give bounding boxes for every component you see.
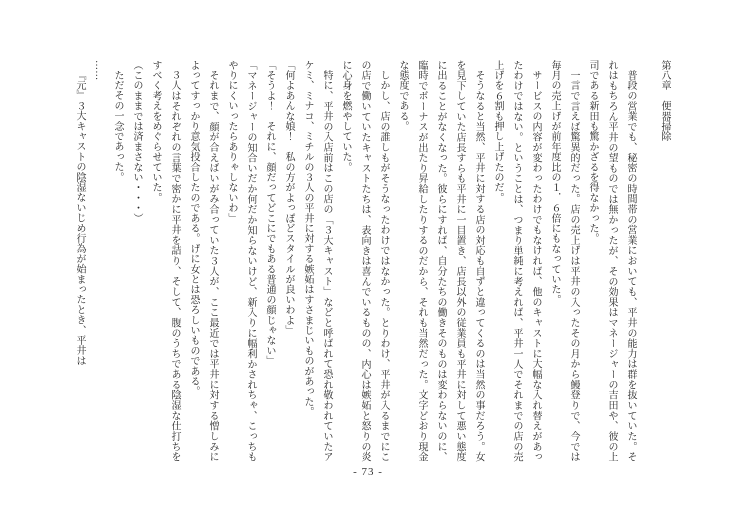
paragraph-ellipsis: …… [93,60,104,81]
paragraph: 特に、平井の入店前はこの店の「３大キャスト」などと呼ばれて恐れ敬われていたアケミ、ミナコ、ミチルの３人の平井に対する嫉妬はすさまじいものがあった。 [302,60,332,462]
paragraph-inner-thought: （このままでは済まさない・・・） [131,60,142,224]
paragraph-dialogue: 「そうよ！ それに、顔だってどこにでもある普通の顔じゃない」 [264,60,275,366]
page-number: - 73 - [353,466,383,478]
paragraph: そうなると当然、平井に対する店の対応も自ずと違ってくるのは当然の事だろう。女を見下していた店長すらも平井に一目置き、店長以外の従業員も平井に対して悪い態度に出ることがなくなった。彼らにすれば、自分たちの働きそのものは変わらないのに、臨時でボーナスが出たり昇給したりするのだから、それも当然だった。文字どおり現金な態度である。 [397,60,484,462]
paragraph-dialogue: 「何よあんな娘！ 私の方がよっぽどスタイルが良いわよ」 [283,60,294,336]
chapter-heading: 第八章 便器掃除 [659,60,670,142]
paragraph: 『元』３大キャストの陰湿ないじめ行為が始まったとき、平井は [74,70,85,366]
paragraph: サービスの内容が変わったわけでもなければ、他のキャストに大幅な入れ替えがあったわけではない。ということは、つまり単純に考えれば、平井一人でそれまでの店の売上げを６割も押し上げたのだ。 [492,60,541,462]
paragraph-dialogue: 「マネージャーの知合いだか何だか知らないけど、新入りに幅利かされちゃ、こっちもやりにくいったらありゃしないわ」 [226,60,256,462]
paragraph: それまで、顔が合えばいがみ合っていた３人が、ここ最近では平井に対する憎しみによってすっかり意気投合したのである。げに女とは恐ろしいものである。 [188,60,218,462]
vertical-text-block [70,60,674,462]
paragraph: 普段の営業でも、秘密の時間帯の営業においても、平井の能力は群を抜いていた。それはもちろん平井の望ものでは無かったが、その効果はマネージャーの吉田や、彼の上司である新田も驚かざるを得なかった。 [587,60,636,462]
paragraph: ３人はそれぞれの言葉で密かに平井を詰り、そして、腹のうちである陰湿な仕打ちをすべく考えをめぐらせていた。 [150,60,180,462]
paragraph: 一言で言えば驚異的だった。店の売上げは平井の入ったその月から鰻登りで、今では毎月の売上げが前年度比の１．６倍にもなっていた。 [549,60,579,462]
paragraph: しかし、店の誰しもがそうなったわけではなかった。とりわけ、平井が入るまでにこの店で働いていたキャストたちは、表向きは喜んでいるものの、内心は嫉妬と怒りの炎に心身を燃やしていた。 [340,60,389,462]
paragraph: ただその一念であった。 [112,70,123,183]
